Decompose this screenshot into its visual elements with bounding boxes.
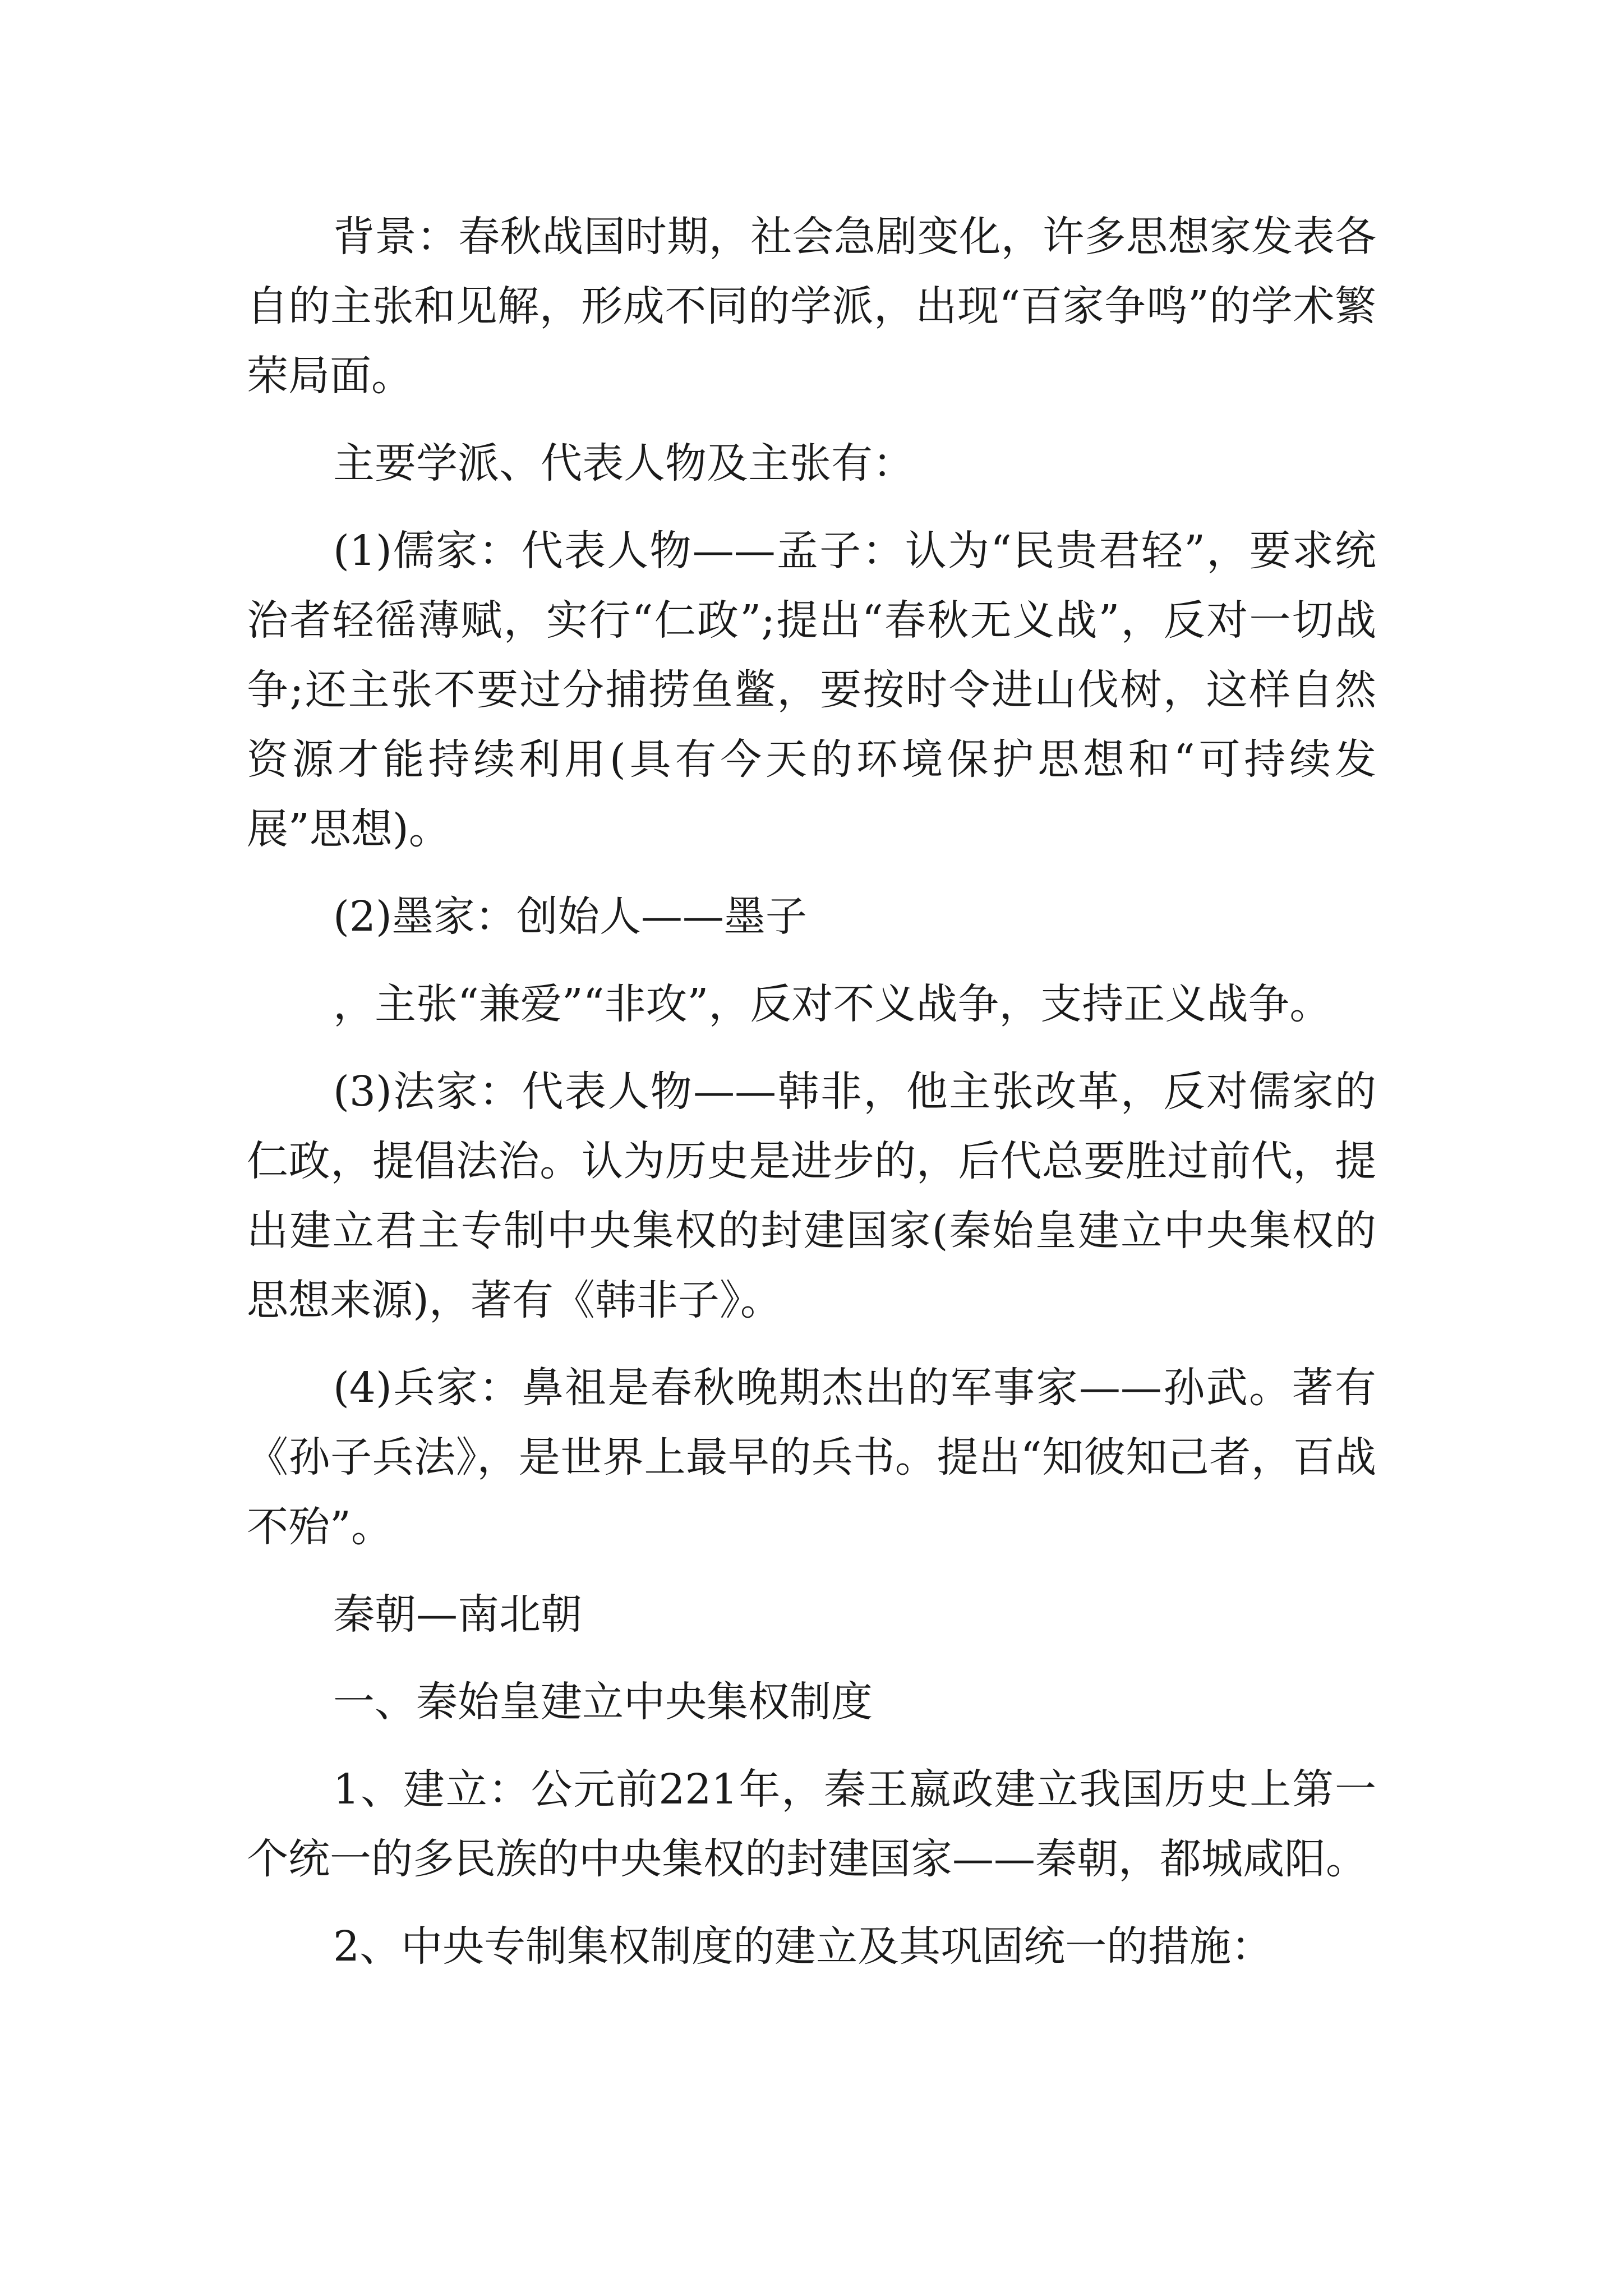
paragraph-measures: 2、中央专制集权制度的建立及其巩固统一的措施：: [333, 1922, 1273, 1971]
document-page: [247, 202, 1376, 1999]
paragraph-confucianism: (1)儒家：代表人物——孟子：认为“民贵君轻”，要求统治者轻徭薄赋，实行“仁政”;提出“春秋无义战”，反对一切战争;还主张不要过分捕捞鱼鳖，要按时令进山伐树，这样自然资源才能持续利用(具有今天的环境保护思想和“可持续发展”思想)。: [247, 527, 1376, 853]
paragraph-mohism: (2)墨家：创始人——墨子: [333, 892, 807, 941]
paragraph-background: 背景：春秋战国时期，社会急剧变化，许多思想家发表各自的主张和见解，形成不同的学派，出现“百家争鸣”的学术繁荣局面。: [247, 213, 1376, 400]
subheading-qin-centralization: 一、秦始皇建立中央集权制度: [333, 1678, 873, 1726]
paragraph-schools-intro: 主要学派、代表人物及主张有：: [333, 439, 914, 487]
paragraph-legalism: (3)法家：代表人物——韩非，他主张改革，反对儒家的仁政，提倡法治。认为历史是进步的，后代总要胜过前代，提出建立君主专制中央集权的封建国家(秦始皇建立中央集权的思想来源)，著有《韩非子》。: [247, 1068, 1376, 1324]
paragraph-establishment: 1、建立：公元前221年，秦王嬴政建立我国历史上第一个统一的多民族的中央集权的封建国家——秦朝，都城咸阳。: [247, 1765, 1376, 1883]
paragraph-military-school: (4)兵家：鼻祖是春秋晚期杰出的军事家——孙武。著有《孙子兵法》，是世界上最早的兵书。提出“知彼知己者，百战不殆”。: [247, 1364, 1376, 1551]
section-heading-qin-to-southern-northern: 秦朝—南北朝: [333, 1590, 582, 1639]
paragraph-mohism-continued: ，主张“兼爱”“非攻”，反对不义战争，支持正义战争。: [333, 980, 1331, 1028]
